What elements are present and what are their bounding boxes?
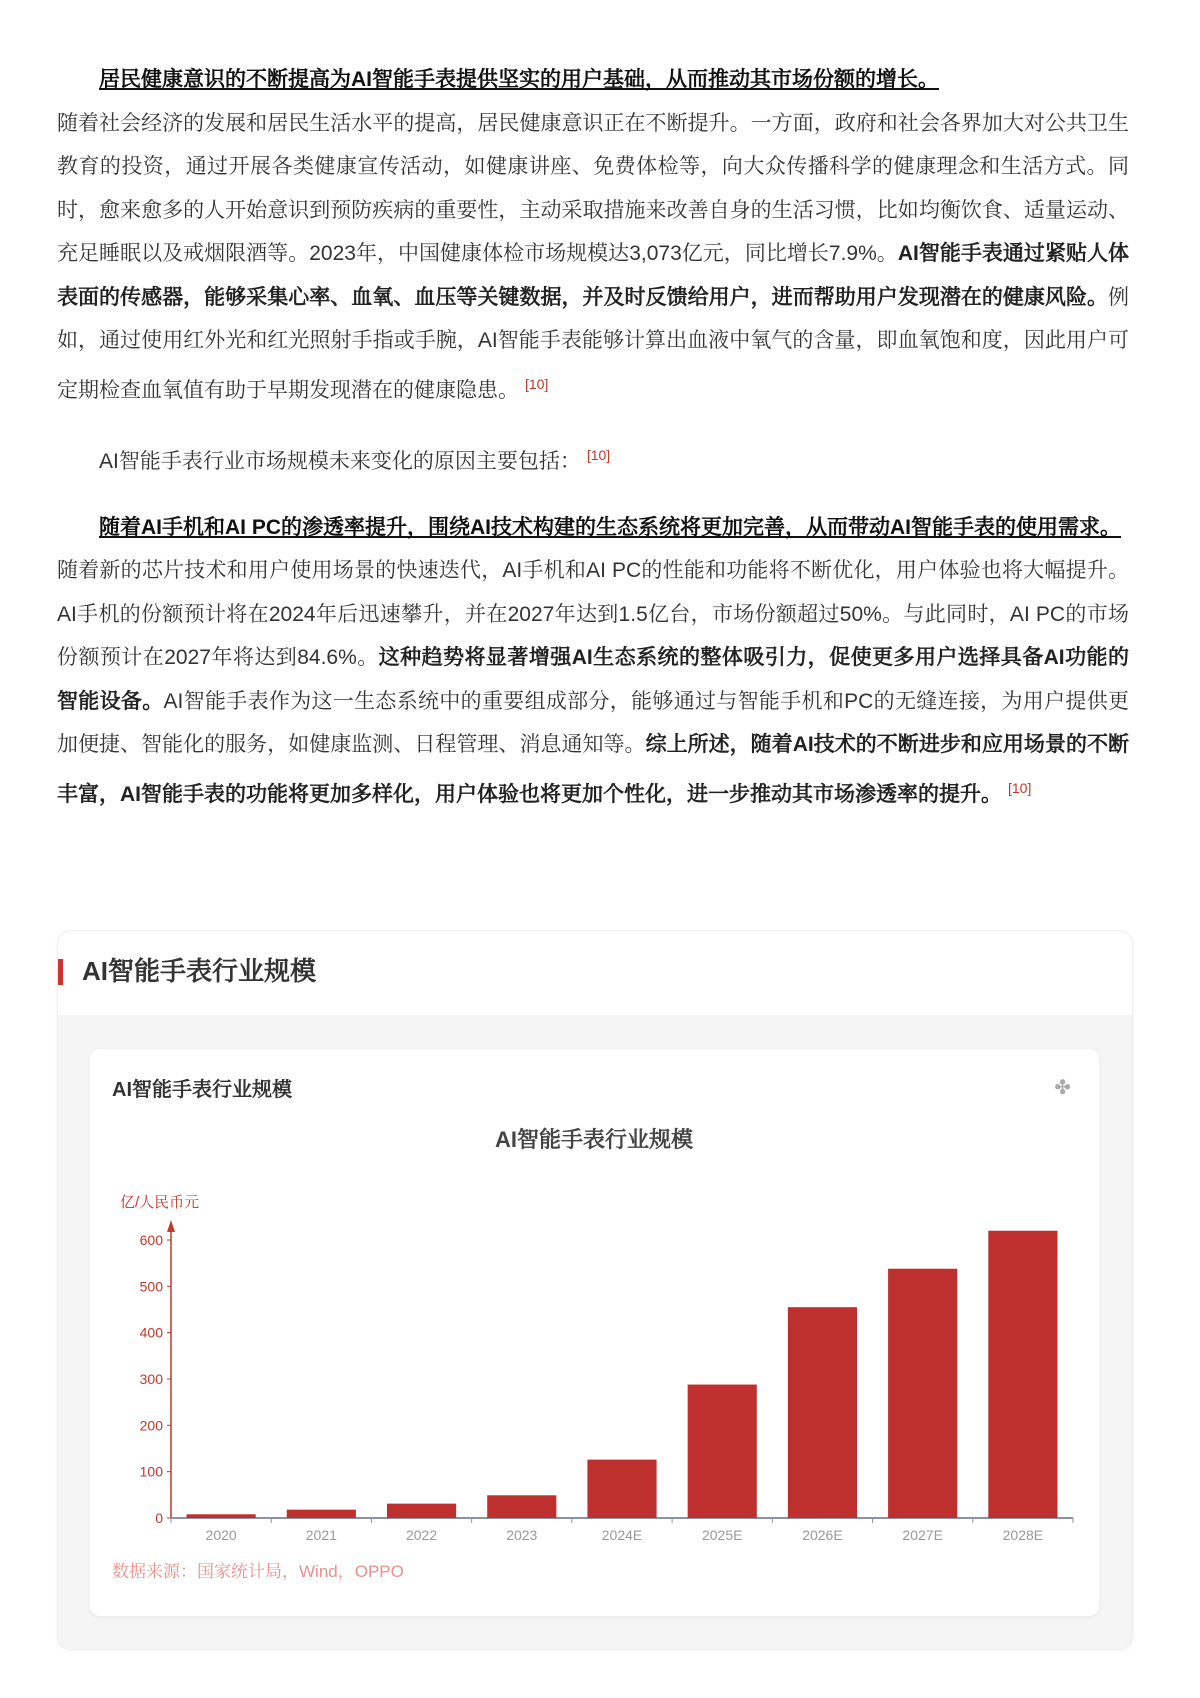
y-tick-label: 0 — [155, 1510, 163, 1526]
x-tick-label: 2028E — [1002, 1527, 1044, 1543]
text: 例如，通过使用红外光和红光照射手指或手腕，AI智能手表能够计算出血液中氧气的含量，即血氧饱和度，因此用户可定期检查血氧值有助于早期发现潜在的健康隐患。 — [57, 285, 1129, 402]
text: AI智能手表作为这一生态系统中的重要组成部分，能够通过与智能手机和PC的无缝连接，为用户提供更加便捷、智能化的服务，如健康监测、日程管理、消息通知等。 — [57, 689, 1129, 756]
citation-link[interactable]: [10] — [586, 447, 611, 463]
y-axis-label: 亿/人民币元 — [120, 1194, 200, 1211]
x-tick-label: 2026E — [802, 1527, 843, 1543]
y-tick-label: 600 — [139, 1232, 163, 1248]
bar-2028E — [988, 1231, 1057, 1518]
bar-2026E — [788, 1307, 857, 1518]
bar-2020 — [187, 1514, 256, 1518]
x-tick-label: 2020 — [205, 1527, 237, 1543]
y-tick-label: 400 — [139, 1324, 163, 1341]
section-title: AI智能手表行业规模 — [82, 956, 317, 986]
paragraph-3-heading — [57, 506, 1129, 550]
x-tick-label: 2021 — [305, 1527, 337, 1543]
x-tick-label: 2024E — [601, 1527, 643, 1543]
underlined-heading: 随着AI手机和AI PC的渗透率提升，围绕AI技术构建的生态系统将更加完善，从而带动AI智能手表的使用需求。 — [99, 515, 1122, 539]
underlined-heading: 居民健康意识的不断提高为AI智能手表提供坚实的用户基础，从而推动其市场份额的增长。 — [99, 68, 939, 91]
text: AI智能手表行业市场规模未来变化的原因主要包括： — [99, 450, 581, 473]
bold-text: 综上所述，随着AI技术的不断进步和应用场景的不断丰富，AI智能手表的功能将更加多样化，用户体验也将更加个性化，进一步推动其市场渗透率的提升。 — [57, 733, 1130, 806]
paragraph-2 — [57, 434, 1129, 484]
bar-chart — [90, 1049, 1099, 1616]
y-tick-label: 500 — [139, 1278, 163, 1295]
chart-section-card — [57, 930, 1133, 1650]
bold-text: 这种趋势将显著增强AI生态系统的整体吸引力，促使更多用户选择具备AI功能的智能设备。 — [57, 646, 1129, 713]
y-tick-label: 300 — [139, 1371, 163, 1387]
x-tick-label: 2023 — [506, 1527, 538, 1543]
bar-2027E — [888, 1269, 957, 1518]
chart-card — [90, 1049, 1099, 1616]
accent-bar — [58, 959, 63, 985]
chart-card-title: AI智能手表行业规模 — [112, 1079, 292, 1101]
bar-2022 — [387, 1504, 456, 1518]
y-axis-arrow — [167, 1220, 175, 1232]
bar-2023 — [487, 1495, 556, 1518]
bold-text: AI智能手表通过紧贴人体表面的传感器，能够采集心率、血氧、血压等关键数据，并及时反馈给用户，进而帮助用户发现潜在的健康风险。 — [57, 242, 1129, 309]
chart-title: AI智能手表行业规模 — [494, 1127, 694, 1152]
x-tick-label: 2022 — [405, 1527, 438, 1543]
text: 随着新的芯片技术和用户使用场景的快速迭代，AI手机和AI PC的性能和功能将不断优化，用户体验也将大幅提升。AI手机的份额预计将在2024年后迅速攀升，并在2027年达到1.5亿台，市场份额超过50%。与此同时，AI PC的市场份额预计在2027年将达到84.6%。 — [57, 559, 1129, 669]
citation-link[interactable]: [10] — [525, 375, 549, 392]
bar-2025E — [688, 1385, 757, 1518]
bar-2021 — [287, 1510, 356, 1518]
section-header — [58, 931, 1132, 1015]
paragraph-3 — [57, 549, 1129, 816]
puzzle-icon[interactable]: ✤ — [1054, 1077, 1071, 1099]
data-source: 数据来源：国家统计局，Wind，OPPO — [112, 1562, 404, 1581]
paragraph-1 — [57, 102, 1129, 413]
article-body — [57, 58, 1129, 816]
citation-link[interactable]: [10] — [1008, 779, 1032, 796]
text: 随着社会经济的发展和居民生活水平的提高，居民健康意识正在不断提升。一方面，政府和社会各界加大对公共卫生教育的投资，通过开展各类健康宣传活动，如健康讲座、免费体检等，向大众传播科学的健康理念和生活方式。同时，愈来愈多的人开始意识到预防疾病的重要性，主动采取措施来改善自身的生活习惯，比如均衡饮食、适量运动、充足睡眠以及戒烟限酒等。2023年，中国健康体检市场规模达3,073亿元，同比增长7.9%。 — [57, 111, 1129, 265]
paragraph-1-heading — [57, 58, 1129, 102]
y-tick-label: 200 — [139, 1417, 163, 1434]
x-tick-label: 2025E — [701, 1527, 743, 1543]
bar-2024E — [587, 1460, 656, 1518]
x-tick-label: 2027E — [902, 1527, 943, 1543]
y-tick-label: 100 — [139, 1463, 163, 1480]
